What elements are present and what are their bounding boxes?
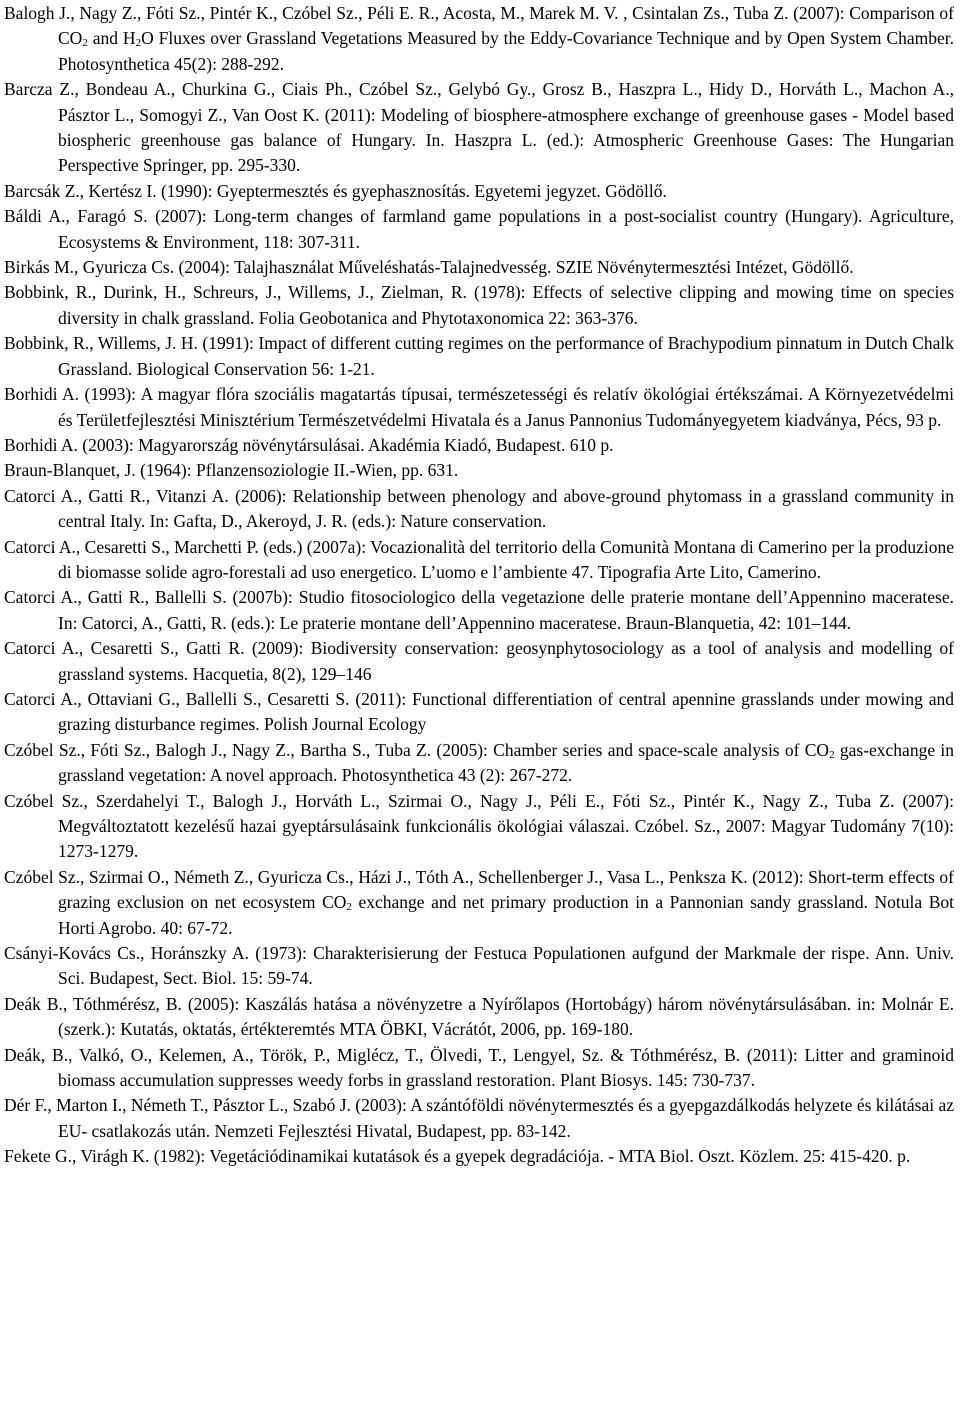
- reference-entry: [4, 458, 954, 483]
- reference-entry: [4, 865, 954, 941]
- reference-text: Czóbel Sz., Szerdahelyi T., Balogh J., Horváth L., Szirmai O., Nagy J., Péli E., Fóti Sz., Pintér K., Nagy Z., Tuba Z. (2007): Megváltoztatott kezelésű hazai gyeptársulásaink funkcionális ökológiai válaszai. Czóbel. Sz., 2007: Magyar Tudomány 7(10): 1273-1279.: [4, 790, 954, 862]
- reference-text: O Fluxes over Grassland Vegetations Measured by the Eddy-Covariance Technique and by Open System Chamber. Photosynthetica 45(2): 288-292.: [58, 28, 954, 74]
- reference-text: Barcsák Z., Kertész I. (1990): Gyeptermesztés és gyephasznosítás. Egyetemi jegyzet. Gödöllő.: [4, 180, 667, 201]
- reference-text: Barcza Z., Bondeau A., Churkina G., Ciais Ph., Czóbel Sz., Gelybó Gy., Grosz B., Haszpra L., Hidy D., Horváth L., Machon A., Pásztor L., Somogyi Z., Van Oost K. (2011): Modeling of biosphere-atmosphere exchange of greenhouse gases - Model based biospheric greenhouse gas balance of Hungary. In. Haszpra L. (ed.): Atmospheric Greenhouse Gases: The Hungarian Perspective Springer, pp. 295-330.: [4, 79, 954, 176]
- reference-text: Dér F., Marton I., Németh T., Pásztor L., Szabó J. (2003): A szántóföldi növénytermesztés és a gyepgazdálkodás helyzete és kilátásai az EU- csatlakozás után. Nemzeti Fejlesztési Hivatal, Budapest, pp. 83-142.: [4, 1095, 954, 1141]
- reference-text: Braun-Blanquet, J. (1964): Pflanzensoziologie II.-Wien, pp. 631.: [4, 460, 459, 481]
- reference-text: Borhidi A. (2003): Magyarország növénytársulásai. Akadémia Kiadó, Budapest. 610 p.: [4, 434, 614, 455]
- reference-entry: [4, 204, 954, 255]
- reference-text: Borhidi A. (1993): A magyar flóra szociális magatartás típusai, természetességi és relatív ökológiai értékszámai. A Környezetvédelmi és Területfejlesztési Minisztérium Természetvédelmi Hivatala és a Janus Pannonius Tudományegyetem kiadványa, Pécs, 93 p.: [4, 384, 954, 430]
- subscript-text: 2: [829, 748, 835, 761]
- reference-text: Balogh J., Nagy Z., Fóti Sz., Pintér K., Czóbel Sz., Péli E. R., Acosta, M., Marek M. V. , Csintalan Zs., Tuba Z. (2007): Comparison of CO: [4, 3, 954, 49]
- reference-text: Czóbel Sz., Fóti Sz., Balogh J., Nagy Z., Bartha S., Tuba Z. (2005): Chamber series and space-scale analysis of CO: [4, 739, 830, 760]
- reference-text: Catorci A., Gatti R., Vitanzi A. (2006): Relationship between phenology and above-ground phytomass in a grassland community in central Italy. In: Gafta, D., Akeroyd, J. R. (eds.): Nature conservation.: [4, 485, 954, 532]
- reference-text: Czóbel Sz., Szirmai O., Németh Z., Gyuricza Cs., Házi J., Tóth A., Schellenberger J., Vasa L., Penksza K. (2012): Short-term effects of grazing exclusion on net ecosystem CO: [4, 866, 954, 913]
- reference-entry: [4, 738, 954, 789]
- subscript-text: 2: [135, 37, 142, 50]
- reference-entry: [4, 382, 954, 433]
- reference-text: Catorci A., Cesaretti S., Gatti R. (2009): Biodiversity conservation: geosynphytosociology as a tool of analysis and modelling of grassland systems. Hacquetia, 8(2), 129–146: [4, 638, 954, 684]
- reference-text: Bobbink, R., Durink, H., Schreurs, J., Willems, J., Zielman, R. (1978): Effects of selective clipping and mowing time on species diversity in chalk grassland. Folia Geobotanica and Phytotaxonomica 22: 363-376.: [4, 282, 954, 328]
- reference-entry: [4, 636, 954, 687]
- reference-entry: [4, 1, 954, 77]
- reference-entry: [4, 1093, 954, 1144]
- reference-entry: [4, 280, 954, 331]
- reference-text: Deák, B., Valkó, O., Kelemen, A., Török, P., Miglécz, T., Ölvedi, T., Lengyel, Sz. & Tóthmérész, B. (2011): Litter and graminoid biomass accumulation suppresses weedy forbs in grassland restoration. Plant Biosys. 145: 730-737.: [4, 1044, 954, 1091]
- reference-text: exchange and net primary production in a Pannonian sandy grassland. Notula Bot Horti Agrobo. 40: 67-72.: [58, 892, 954, 938]
- reference-text: Catorci A., Ottaviani G., Ballelli S., Cesaretti S. (2011): Functional differentiation of central apennine grasslands under mowing and grazing disturbance regimes. Polish Journal Ecology: [4, 688, 954, 735]
- reference-entry: [4, 255, 954, 280]
- reference-entry: [4, 433, 954, 458]
- reference-entry: [4, 992, 954, 1043]
- reference-text: and H: [87, 28, 136, 49]
- reference-text: Birkás M., Gyuricza Cs. (2004): Talajhasználat Műveléshatás-Talajnedvesség. SZIE Növénytermesztési Intézet, Gödöllő.: [4, 257, 854, 278]
- reference-entry: [4, 331, 954, 382]
- reference-text: Csányi-Kovács Cs., Horánszky A. (1973): Charakterisierung der Festuca Populationen aufgund der Markmale der rispe. Ann. Univ. Sci. Budapest, Sect. Biol. 15: 59-74.: [4, 943, 954, 989]
- reference-text: Deák B., Tóthmérész, B. (2005): Kaszálás hatása a növényzetre a Nyírőlapos (Hortobágy) három növénytársulásában. in: Molnár E. (szerk.): Kutatás, oktatás, értékteremtés MTA ÖBKI, Vácrátót, 2006, pp. 169-180.: [4, 993, 954, 1040]
- reference-entry: [4, 789, 954, 865]
- reference-entry: [4, 179, 954, 204]
- reference-entry: [4, 484, 954, 535]
- subscript-text: 2: [82, 37, 88, 50]
- reference-list: [4, 1, 954, 1170]
- reference-text: Catorci A., Cesaretti S., Marchetti P. (eds.) (2007a): Vocazionalità del territorio della Comunità Montana di Camerino per la produzione di biomasse solide agro-forestali ad uso energetico. L’uomo e l’ambiente 47. Tipografia Arte Lito, Camerino.: [4, 536, 954, 582]
- reference-entry: [4, 585, 954, 636]
- reference-entry: [4, 535, 954, 586]
- reference-text: Bobbink, R., Willems, J. H. (1991): Impact of different cutting regimes on the performance of Brachypodium pinnatum in Dutch Chalk Grassland. Biological Conservation 56: 1-21.: [4, 333, 954, 379]
- reference-entry: [4, 1043, 954, 1094]
- reference-entry: [4, 1144, 954, 1169]
- subscript-text: 2: [346, 901, 352, 914]
- reference-text: Báldi A., Faragó S. (2007): Long-term changes of farmland game populations in a post-socialist country (Hungary). Agriculture, Ecosystems & Environment, 118: 307-311.: [4, 206, 954, 252]
- reference-entry: [4, 941, 954, 992]
- reference-text: Fekete G., Virágh K. (1982): Vegetációdinamikai kutatások és a gyepek degradációja. - MTA Biol. Oszt. Közlem. 25: 415-420. p.: [4, 1146, 911, 1167]
- reference-text: gas-exchange in grassland vegetation: A novel approach. Photosynthetica 43 (2): 267-272.: [58, 739, 954, 786]
- reference-text: Catorci A., Gatti R., Ballelli S. (2007b): Studio fitosociologico della vegetazione delle praterie montane dell’Appennino maceratese. In: Catorci, A., Gatti, R. (eds.): Le praterie montane dell’Appennino maceratese. Braun-Blanquetia, 42: 101–144.: [4, 587, 954, 633]
- reference-entry: [4, 687, 954, 738]
- reference-entry: [4, 77, 954, 179]
